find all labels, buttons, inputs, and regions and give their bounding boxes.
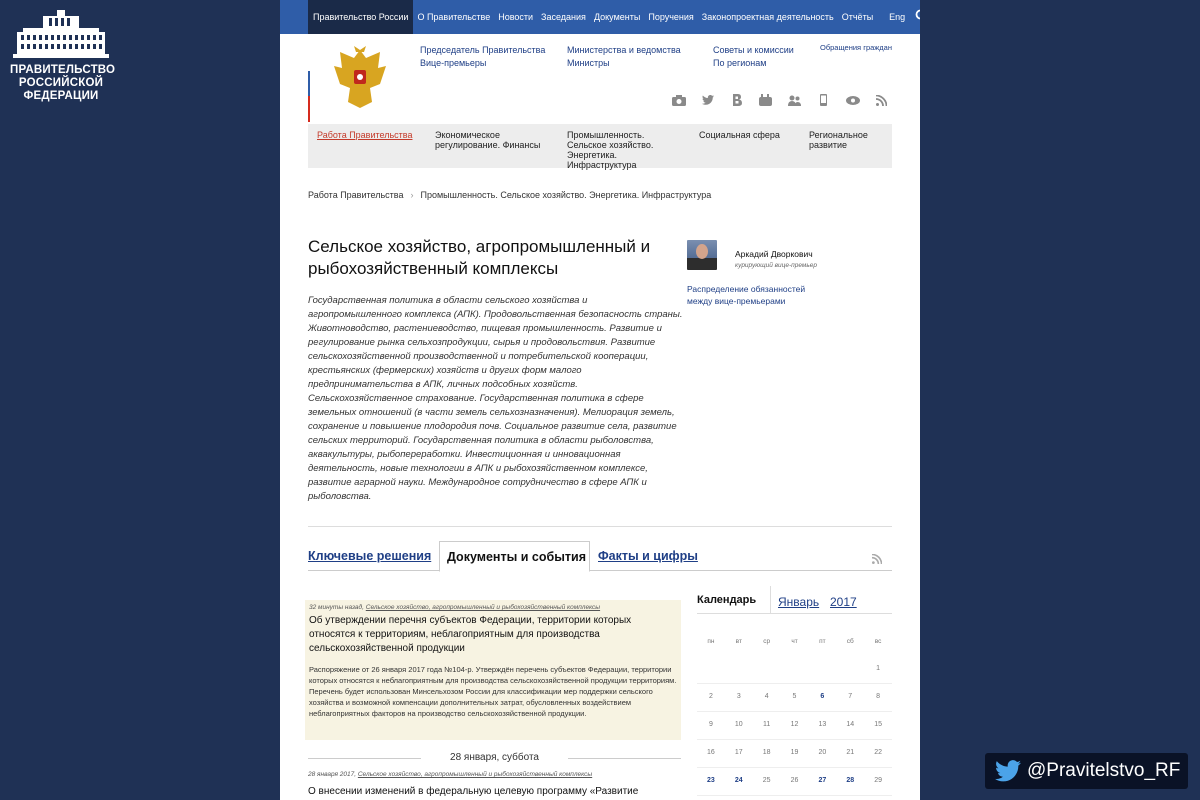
person-role: курирующий вице-премьер bbox=[735, 262, 817, 269]
calendar-day[interactable]: 25 bbox=[762, 777, 771, 784]
calendar-weekdays bbox=[697, 632, 892, 656]
breadcrumb-item[interactable]: Промышленность. Сельское хозяйство. Энергетика. Инфраструктура bbox=[420, 190, 712, 200]
calendar-day[interactable]: 15 bbox=[874, 721, 882, 728]
calendar-day[interactable]: 18 bbox=[762, 749, 771, 756]
calendar-day bbox=[697, 656, 725, 683]
top-navigation bbox=[280, 0, 920, 34]
mobile-icon[interactable] bbox=[815, 94, 832, 106]
section-tabs bbox=[308, 124, 892, 168]
calendar-day[interactable]: 22 bbox=[874, 749, 882, 756]
vk-icon[interactable] bbox=[728, 94, 745, 106]
community-icon[interactable] bbox=[786, 94, 803, 106]
nav-meetings[interactable]: Заседания bbox=[541, 12, 586, 22]
weekday-label: пт bbox=[819, 638, 826, 645]
link-citizen-appeals[interactable]: Обращения граждан bbox=[820, 43, 892, 52]
nav-about[interactable]: О Правительстве bbox=[417, 12, 491, 22]
calendar-day[interactable]: 8 bbox=[876, 693, 881, 700]
divider bbox=[308, 526, 892, 527]
calendar-day[interactable]: 3 bbox=[736, 693, 741, 700]
tricolor-line bbox=[308, 46, 310, 122]
calendar-header bbox=[697, 586, 892, 614]
nav-legislation[interactable]: Законопроектная деятельность bbox=[701, 12, 834, 22]
nav-reports[interactable]: Отчёты bbox=[841, 12, 874, 22]
section-economics[interactable]: Экономическое регулирование. Финансы bbox=[435, 130, 541, 150]
header-links-col2 bbox=[567, 44, 681, 70]
section-government-work[interactable]: Работа Правительства bbox=[317, 130, 413, 140]
weekday-label: пн bbox=[707, 638, 715, 645]
avatar[interactable] bbox=[687, 240, 717, 270]
site-header bbox=[280, 34, 920, 124]
breadcrumb-item[interactable]: Работа Правительства bbox=[308, 190, 404, 200]
calendar-day[interactable]: 20 bbox=[818, 749, 827, 756]
nav-news[interactable]: Новости bbox=[498, 12, 534, 22]
rss-icon[interactable] bbox=[872, 551, 882, 569]
calendar-day[interactable]: 23 bbox=[707, 777, 715, 784]
nav-government-russia[interactable]: Правительство России bbox=[308, 0, 413, 34]
news-meta bbox=[308, 771, 681, 778]
nav-instructions[interactable]: Поручения bbox=[648, 12, 694, 22]
tab-key-decisions[interactable]: Ключевые решения bbox=[308, 549, 432, 563]
header-links-col3 bbox=[713, 44, 794, 70]
nav-english[interactable]: Eng bbox=[889, 12, 906, 22]
logo-text-line-3: ФЕДЕРАЦИИ bbox=[23, 90, 99, 102]
calendar-day[interactable]: 24 bbox=[734, 777, 743, 784]
calendar-day[interactable]: 2 bbox=[708, 693, 713, 700]
calendar-week bbox=[697, 740, 892, 768]
calendar-day[interactable]: 26 bbox=[790, 777, 799, 784]
search-icon[interactable] bbox=[915, 9, 920, 25]
link-vice-premiers[interactable]: Вице-премьеры bbox=[420, 58, 487, 68]
news-category[interactable]: Сельское хозяйство, агропромышленный и рыбохозяйственный комплексы bbox=[357, 771, 593, 778]
tab-documents-events[interactable]: Документы и события bbox=[439, 541, 590, 572]
twitter-icon bbox=[995, 760, 1021, 782]
social-icons bbox=[670, 94, 890, 106]
calendar-week bbox=[697, 768, 892, 796]
link-regions[interactable]: По регионам bbox=[713, 58, 767, 68]
calendar-day[interactable]: 5 bbox=[792, 693, 797, 700]
weekday-label: ср bbox=[763, 638, 771, 645]
white-house-icon bbox=[13, 10, 109, 58]
link-ministers[interactable]: Министры bbox=[567, 58, 610, 68]
calendar-grid bbox=[697, 632, 892, 796]
calendar-separator bbox=[770, 586, 771, 614]
link-councils[interactable]: Советы и комиссии bbox=[713, 45, 794, 55]
calendar-year-select[interactable]: 2017 bbox=[830, 595, 857, 609]
calendar-day[interactable]: 17 bbox=[734, 749, 743, 756]
link-ministries[interactable]: Министерства и ведомства bbox=[567, 45, 681, 55]
youtube-icon[interactable] bbox=[757, 94, 774, 106]
calendar-day[interactable]: 21 bbox=[846, 749, 855, 756]
calendar-day[interactable]: 28 bbox=[846, 777, 855, 784]
duties-link[interactable] bbox=[687, 283, 805, 307]
calendar-day[interactable]: 14 bbox=[846, 721, 855, 728]
calendar-day[interactable]: 12 bbox=[790, 721, 799, 728]
calendar-day bbox=[836, 656, 864, 683]
news-category[interactable]: Сельское хозяйство, агропромышленный и рыбохозяйственный комплексы bbox=[365, 604, 601, 611]
news-item[interactable] bbox=[305, 600, 681, 740]
calendar-day bbox=[753, 656, 781, 683]
calendar-day[interactable]: 4 bbox=[764, 693, 769, 700]
section-industry[interactable]: Промышленность. Сельское хозяйство. Энергетика. Инфраструктура bbox=[567, 130, 654, 170]
eye-icon[interactable] bbox=[844, 94, 861, 106]
section-social[interactable]: Социальная сфера bbox=[699, 130, 780, 140]
nav-documents[interactable]: Документы bbox=[593, 12, 641, 22]
header-links-col1 bbox=[420, 44, 545, 70]
breadcrumb bbox=[308, 190, 711, 200]
calendar-day[interactable]: 11 bbox=[763, 721, 771, 728]
duties-link-line-2[interactable]: между вице-премьерами bbox=[687, 296, 786, 306]
coat-of-arms-icon[interactable] bbox=[330, 44, 390, 117]
news-meta bbox=[309, 604, 677, 611]
government-logo[interactable] bbox=[10, 10, 116, 103]
calendar-week bbox=[697, 656, 892, 684]
twitter-handle: @Pravitelstvo_RF bbox=[1027, 760, 1181, 781]
responsible-person[interactable] bbox=[687, 240, 817, 270]
news-time: 28 января 2017, bbox=[308, 771, 357, 778]
weekday-label: сб bbox=[846, 638, 854, 645]
calendar-day[interactable]: 10 bbox=[734, 721, 743, 728]
twitter-icon[interactable] bbox=[699, 94, 716, 106]
website-page bbox=[280, 0, 920, 800]
weekday-label: вс bbox=[874, 638, 882, 645]
calendar-day[interactable]: 9 bbox=[708, 721, 713, 728]
calendar-day[interactable]: 13 bbox=[818, 721, 827, 728]
calendar-day[interactable]: 27 bbox=[818, 777, 827, 784]
content-tabs bbox=[308, 541, 892, 571]
calendar-day[interactable]: 1 bbox=[876, 665, 881, 672]
calendar-day[interactable]: 19 bbox=[790, 749, 799, 756]
tab-facts-figures[interactable]: Факты и цифры bbox=[598, 549, 698, 563]
news-title[interactable]: О внесении изменений в федеральную целевую программу «Развитие bbox=[308, 786, 639, 797]
weekday-label: чт bbox=[791, 638, 798, 645]
calendar-day[interactable]: 7 bbox=[848, 693, 853, 700]
calendar-day bbox=[725, 656, 753, 683]
page-title: Сельское хозяйство, агропромышленный и рыбохозяйственный комплексы bbox=[308, 237, 651, 278]
calendar-day bbox=[781, 656, 809, 683]
rss-icon[interactable] bbox=[873, 94, 890, 106]
duties-link-line-1[interactable]: Распределение обязанностей bbox=[687, 284, 806, 294]
calendar-day[interactable]: 16 bbox=[707, 749, 715, 756]
calendar-label: Календарь bbox=[697, 594, 757, 606]
calendar-week bbox=[697, 712, 892, 740]
weekday-label: вт bbox=[735, 638, 742, 645]
calendar-day[interactable]: 29 bbox=[874, 777, 882, 784]
link-chairman[interactable]: Председатель Правительства bbox=[420, 45, 546, 55]
news-item[interactable] bbox=[308, 771, 681, 799]
calendar-day[interactable]: 6 bbox=[820, 693, 825, 700]
logo-text-line-2: РОССИЙСКОЙ bbox=[18, 77, 104, 89]
page-description: Государственная политика в области сельского хозяйства и агропромышленного комплекса (АПК). Продовольственная безопасность страны. Животноводство, растениеводство, пищевая промышленность. Развитие и регулирование рынка сельхозпродукции, сырья и продовольствия. Развитие сельскохозяйственной производственной и потребительской кооперации, крестьянских (фермерских) хозяйств и других форм малого предпринимательства в АПК, личных подсобных хозяйств. Сельскохозяйственное страхование. Государственная политика в сфере земельных отношений (в части земель сельхозназначения). Мелиорация земель, сохранение и повышение плодородия почв. Социальное развитие села, развитие сельских территорий. Государственная политика в области рыболовства, аквакультуры, рыбопереработки. Инвестиционная и инновационная деятельность, новые технологии в АПК и рыбохозяйственном комплексе, развитие аграрной науки. Международное сотрудничество в сфере АПК и рыболовства. bbox=[308, 295, 683, 502]
news-time: 32 минуты назад, bbox=[309, 604, 364, 611]
camera-icon[interactable] bbox=[670, 94, 687, 106]
twitter-badge bbox=[985, 753, 1188, 789]
news-body: Распоряжение от 26 января 2017 года №104-р. Утверждён перечень субъектов Федерации, территории которых относятся к неблагоприятным для производства сельскохозяйственной продукции территориям. Перечень будет использован Минсельхозом России для классификации мер поддержки сельского хозяйства и возможной компенсации дополнительных затрат, обусловленных воздействием неблагоприятных факторов на производство сельскохозяйственной продукции. bbox=[309, 665, 677, 718]
calendar-month-select[interactable]: Январь bbox=[778, 595, 820, 609]
calendar-week bbox=[697, 684, 892, 712]
news-title[interactable]: Об утверждении перечня субъектов Федерации, территории которых относятся к территориям, неблагоприятным для производства сельскохозяйственной продукции bbox=[309, 615, 632, 654]
date-separator: 28 января, суббота bbox=[308, 752, 681, 764]
person-name[interactable]: Аркадий Дворкович bbox=[735, 249, 813, 259]
chevron-right-icon: › bbox=[410, 190, 414, 200]
logo-text-line-1: ПРАВИТЕЛЬСТВО bbox=[10, 64, 116, 76]
section-regional[interactable]: Региональное развитие bbox=[809, 130, 868, 150]
calendar-day bbox=[808, 656, 836, 683]
